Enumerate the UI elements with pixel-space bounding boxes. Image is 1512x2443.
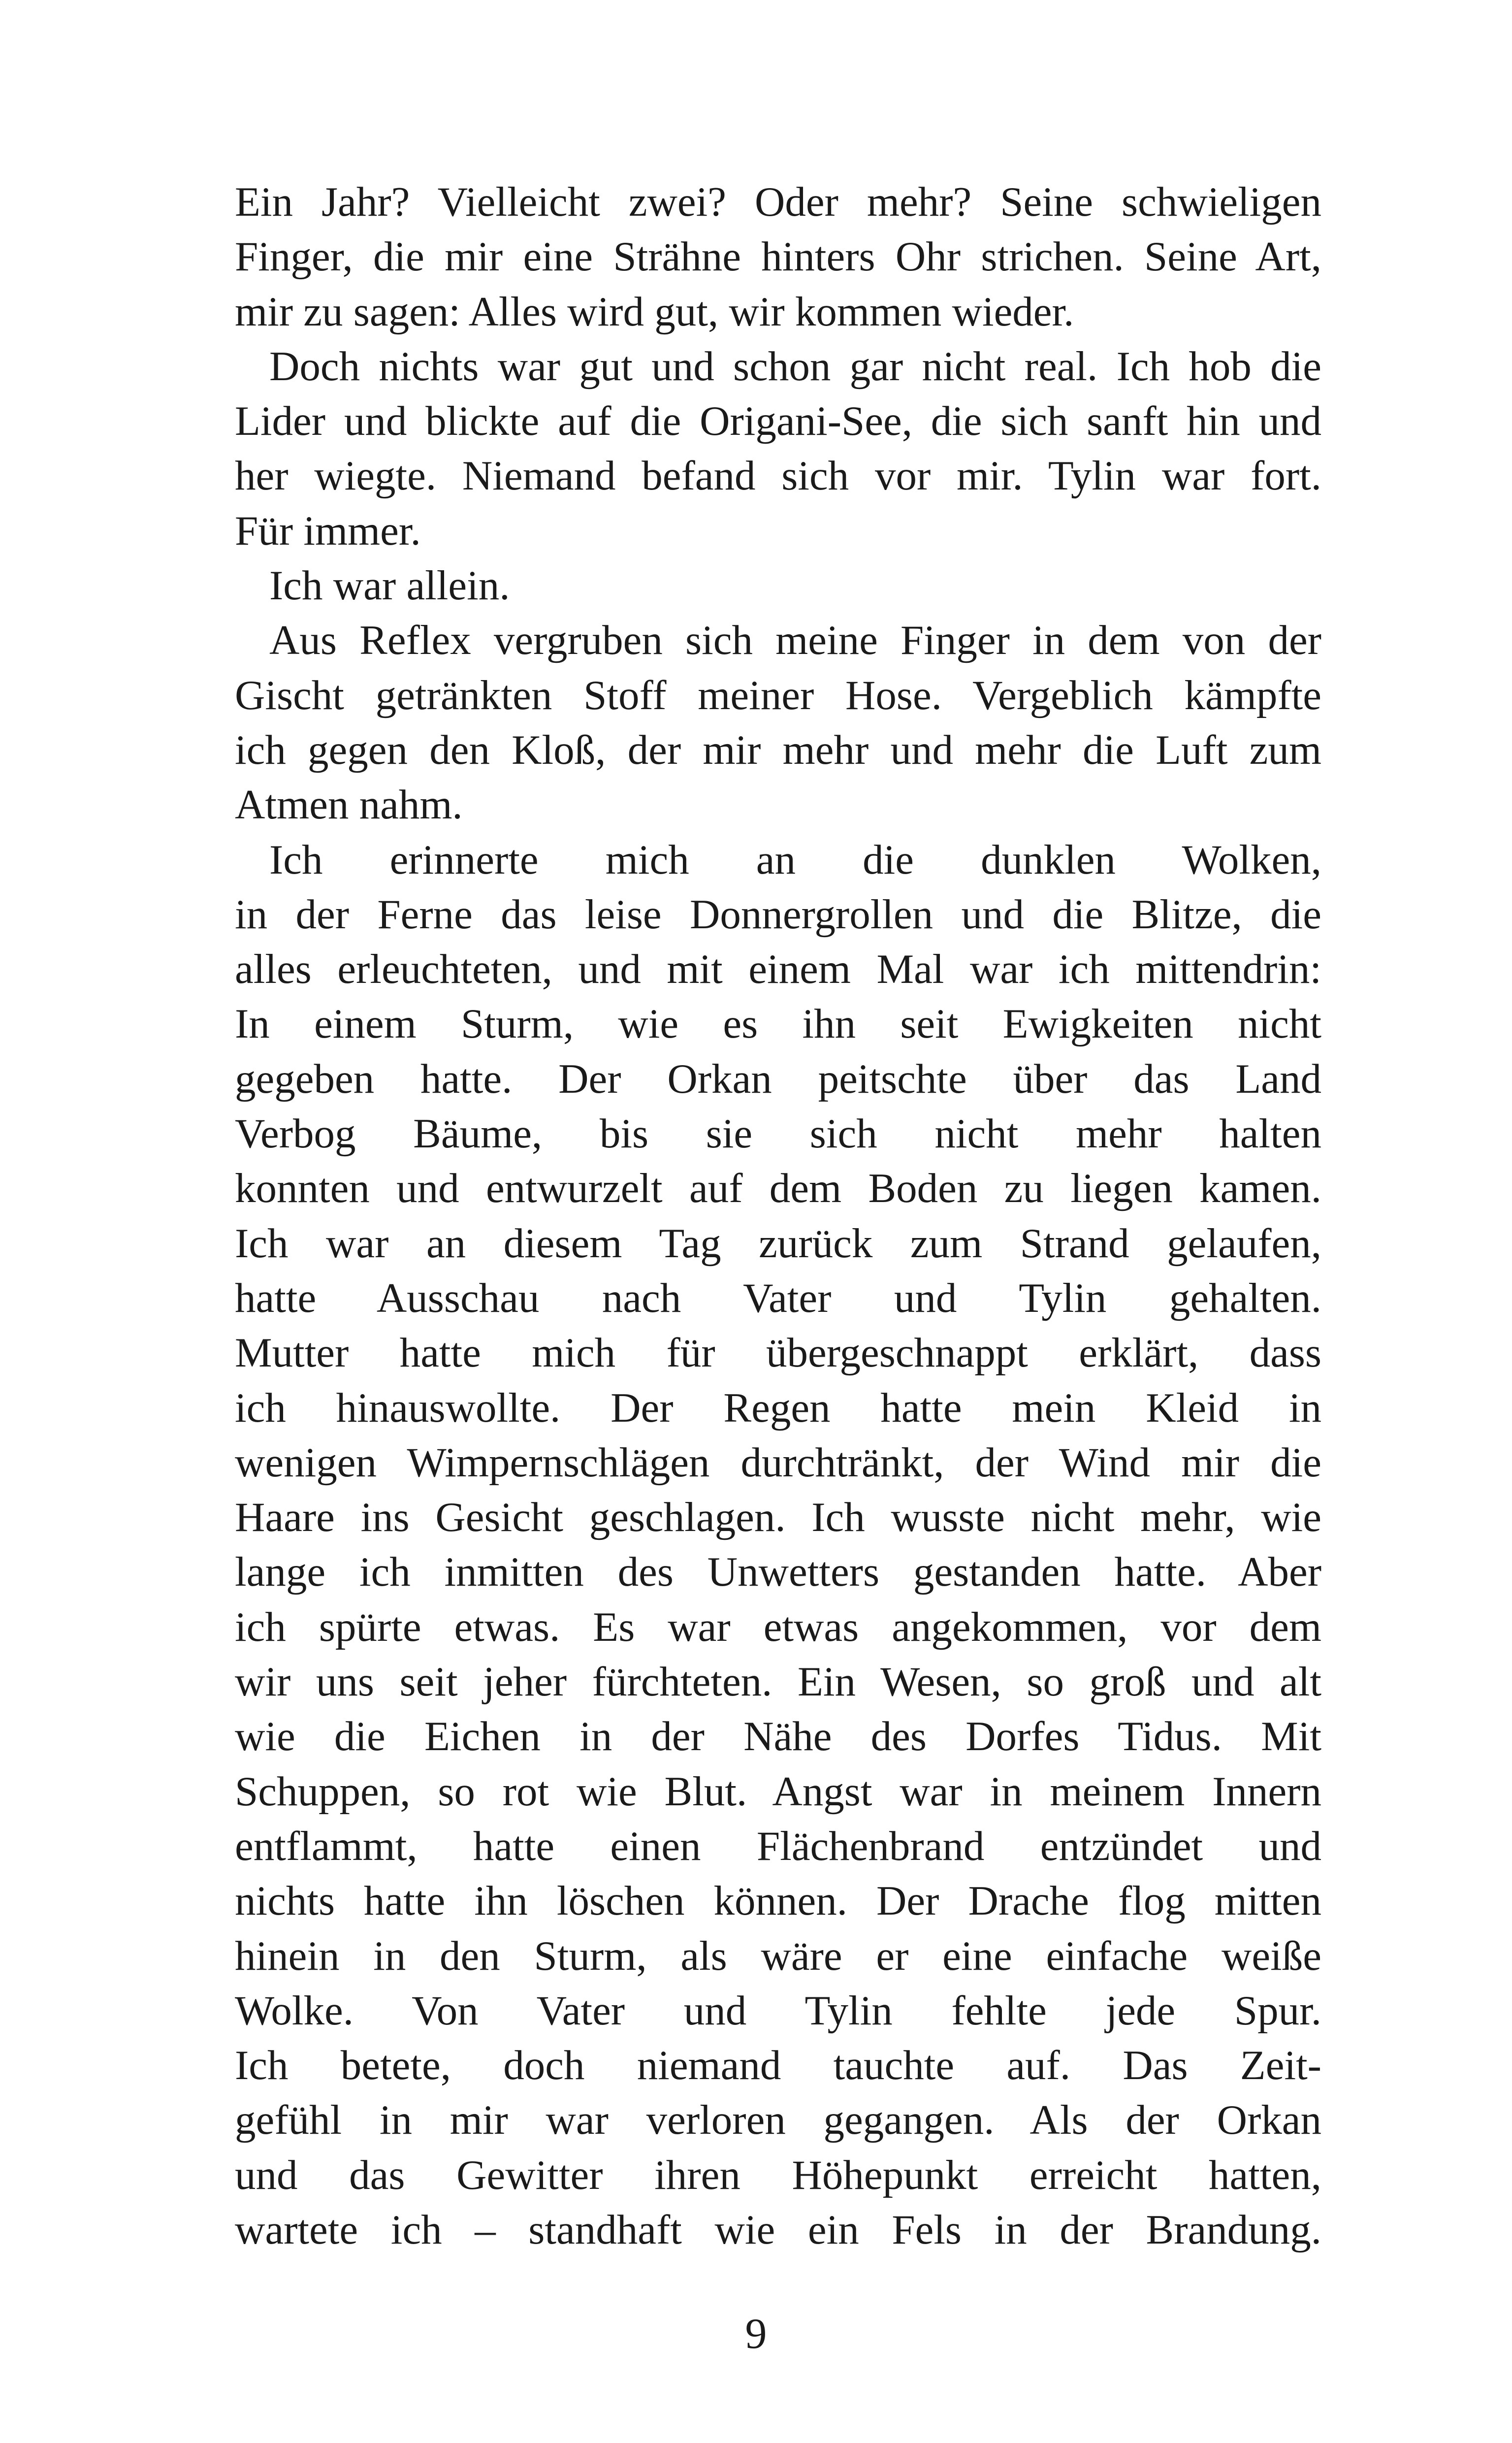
text-line: Mutter hatte mich für übergeschnappt erklärt, dass <box>235 1330 1321 1376</box>
text-line: Für immer. <box>235 507 421 554</box>
text-line: Gischt getränkten Stoff meiner Hose. Vergeblich kämpfte <box>235 672 1321 718</box>
text-line: Wolke. Von Vater und Tylin fehlte jede Spur. <box>235 1987 1321 2034</box>
text-line: Doch nichts war gut und schon gar nicht real. Ich hob die <box>269 343 1321 390</box>
text-line: Ich erinnerte mich an die dunklen Wolken, <box>269 836 1321 883</box>
text-line: hinein in den Sturm, als wäre er eine einfache weiße <box>235 1932 1321 1979</box>
text-line: Ein Jahr? Vielleicht zwei? Oder mehr? Seine schwieligen <box>235 179 1321 225</box>
text-line: Schuppen, so rot wie Blut. Angst war in meinem Innern <box>235 1768 1321 1815</box>
text-line: her wiegte. Niemand befand sich vor mir. Tylin war fort. <box>235 453 1321 499</box>
text-line: und das Gewitter ihren Höhepunkt erreicht hatten, <box>235 2151 1321 2198</box>
text-line: Haare ins Gesicht geschlagen. Ich wusste nicht mehr, wie <box>235 1494 1321 1541</box>
text-line: wartete ich – standhaft wie ein Fels in der Brandung. <box>235 2206 1321 2253</box>
text-line: In einem Sturm, wie es ihn seit Ewigkeiten nicht <box>235 1001 1321 1047</box>
page-number: 9 <box>745 2310 767 2358</box>
text-line: wir uns seit jeher fürchteten. Ein Wesen, so groß und alt <box>235 1659 1321 1705</box>
text-line: konnten und entwurzelt auf dem Boden zu liegen kamen. <box>235 1165 1321 1212</box>
text-line: entflammt, hatte einen Flächenbrand entzündet und <box>235 1823 1321 1869</box>
text-line: Lider und blickte auf die Origani-See, die sich sanft hin und <box>235 398 1321 445</box>
text-line: wie die Eichen in der Nähe des Dorfes Tidus. Mit <box>235 1713 1321 1760</box>
text-line: Verbog Bäume, bis sie sich nicht mehr halten <box>235 1110 1321 1157</box>
text-line: ich spürte etwas. Es war etwas angekommen, vor dem <box>235 1603 1321 1650</box>
text-line: gefühl in mir war verloren gegangen. Als der Orkan <box>235 2097 1321 2144</box>
text-line: wenigen Wimpernschlägen durchtränkt, der Wind mir die <box>235 1439 1321 1486</box>
text-line: lange ich inmitten des Unwetters gestanden hatte. Aber <box>235 1549 1321 1596</box>
text-line: ich hinauswollte. Der Regen hatte mein Kleid in <box>235 1384 1321 1431</box>
text-line: nichts hatte ihn löschen können. Der Drache flog mitten <box>235 1878 1321 1924</box>
text-line: Ich war allein. <box>269 562 510 609</box>
text-line: Finger, die mir eine Strähne hinters Ohr strichen. Seine Art, <box>235 233 1321 280</box>
text-line: in der Ferne das leise Donnergrollen und die Blitze, die <box>235 891 1321 938</box>
text-line: alles erleuchteten, und mit einem Mal war ich mittendrin: <box>235 946 1321 993</box>
text-line: Ich war an diesem Tag zurück zum Strand gelaufen, <box>235 1220 1321 1267</box>
text-line: Atmen nahm. <box>235 782 463 828</box>
text-line: Ich betete, doch niemand tauchte auf. Das Zeit- <box>235 2042 1321 2089</box>
body-text <box>235 175 1321 2257</box>
text-line: Aus Reflex vergruben sich meine Finger in dem von der <box>269 617 1321 664</box>
text-line: ich gegen den Kloß, der mir mehr und mehr die Luft zum <box>235 726 1321 773</box>
text-line: hatte Ausschau nach Vater und Tylin gehalten. <box>235 1274 1321 1321</box>
text-line: mir zu sagen: Alles wird gut, wir kommen wieder. <box>235 288 1074 335</box>
text-line: gegeben hatte. Der Orkan peitschte über das Land <box>235 1055 1321 1102</box>
